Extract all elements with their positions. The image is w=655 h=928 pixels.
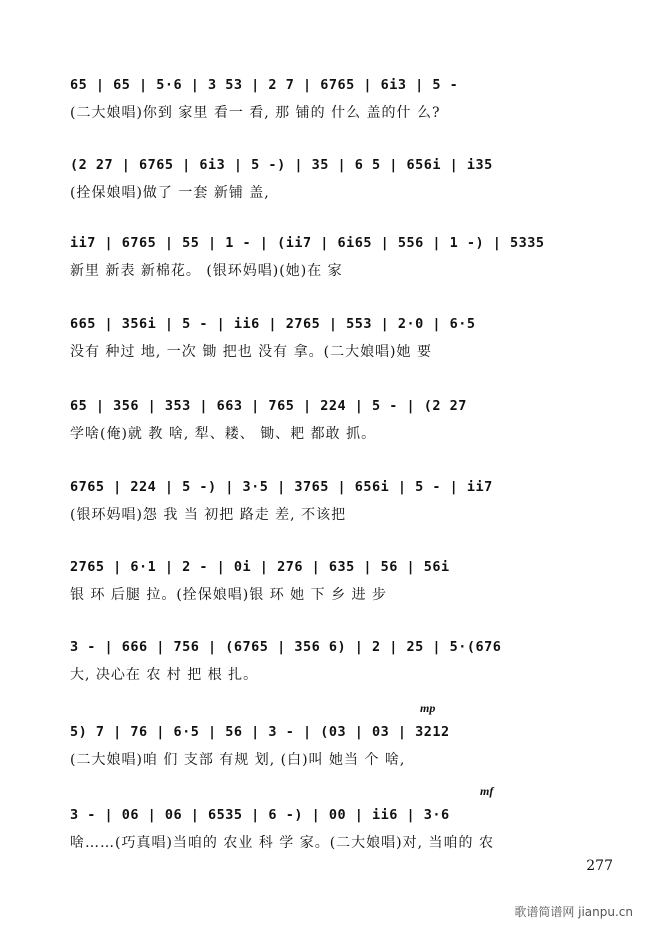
lyrics-line: (二大娘唱)你到 家里 看一 看, 那 铺的 什么 盖的什 么? [70, 105, 441, 121]
score-system [0, 701, 655, 803]
notation-line: 2765 | 6·1 | 2 - | 0i | 276 | 635 | 56 | 56i [70, 559, 450, 575]
lyrics-line: (二大娘唱)咱 们 支部 有规 划, (白)叫 她当 个 啥, [70, 752, 406, 768]
notation-line: 65 | 65 | 5·6 | 3 53 | 2 7 | 6765 | 6i3 | 5 - [70, 77, 459, 93]
dynamic-mark-mp: mp [420, 701, 436, 715]
lyrics-line: (拴保娘唱)做了 一套 新铺 盖, [70, 185, 270, 201]
score-system [0, 70, 655, 156]
page-number: 277 [586, 858, 613, 874]
score-system [0, 552, 655, 638]
score-system [0, 784, 655, 886]
score-system [0, 472, 655, 558]
score-system [0, 150, 655, 236]
notation-line: (2 27 | 6765 | 6i3 | 5 -) | 35 | 6 5 | 656i | i35 [70, 157, 493, 173]
score-system [0, 309, 655, 395]
notation-line: 5) 7 | 76 | 6·5 | 56 | 3 - | (03 | 03 | 3212 [70, 724, 450, 740]
lyrics-line: 啥……(巧真唱)当咱的 农业 科 学 家。(二大娘唱)对, 当咱的 农 [70, 835, 494, 851]
notation-line: 665 | 356i | 5 - | ii6 | 2765 | 553 | 2·0 | 6·5 [70, 316, 476, 332]
notation-line: 6765 | 224 | 5 -) | 3·5 | 3765 | 656i | 5 - | ii7 [70, 479, 493, 495]
watermark: 歌谱简谱网 jianpu.cn [514, 905, 633, 919]
notation-line: 3 - | 666 | 756 | (6765 | 356 6) | 2 | 25 | 5·(676 [70, 639, 502, 655]
score-system [0, 391, 655, 477]
dynamic-mark-mf: mf [480, 784, 494, 798]
notation-line: 65 | 356 | 353 | 663 | 765 | 224 | 5 - | (2 27 [70, 398, 467, 414]
notation-line: 3 - | 06 | 06 | 6535 | 6 -) | 00 | ii6 | 3·6 [70, 807, 450, 823]
score-system [0, 632, 655, 718]
lyrics-line: 学啥(俺)就 教 啥, 犁、耧、 锄、耙 都敢 抓。 [70, 426, 377, 442]
notation-line: ii7 | 6765 | 55 | 1 - | (ii7 | 6i65 | 556 | 1 -) | 5335 [70, 235, 545, 251]
lyrics-line: (银环妈唱)怨 我 当 初把 路走 差, 不该把 [70, 507, 347, 523]
lyrics-line: 大, 决心在 农 村 把 根 扎。 [70, 667, 259, 683]
score-system [0, 228, 655, 314]
lyrics-line: 新里 新表 新棉花。 (银环妈唱)(她)在 家 [70, 263, 343, 279]
lyrics-line: 没有 种过 地, 一次 锄 把也 没有 拿。(二大娘唱)她 要 [70, 344, 432, 360]
lyrics-line: 银 环 后腿 拉。(拴保娘唱)银 环 她 下 乡 进 步 [70, 587, 387, 603]
